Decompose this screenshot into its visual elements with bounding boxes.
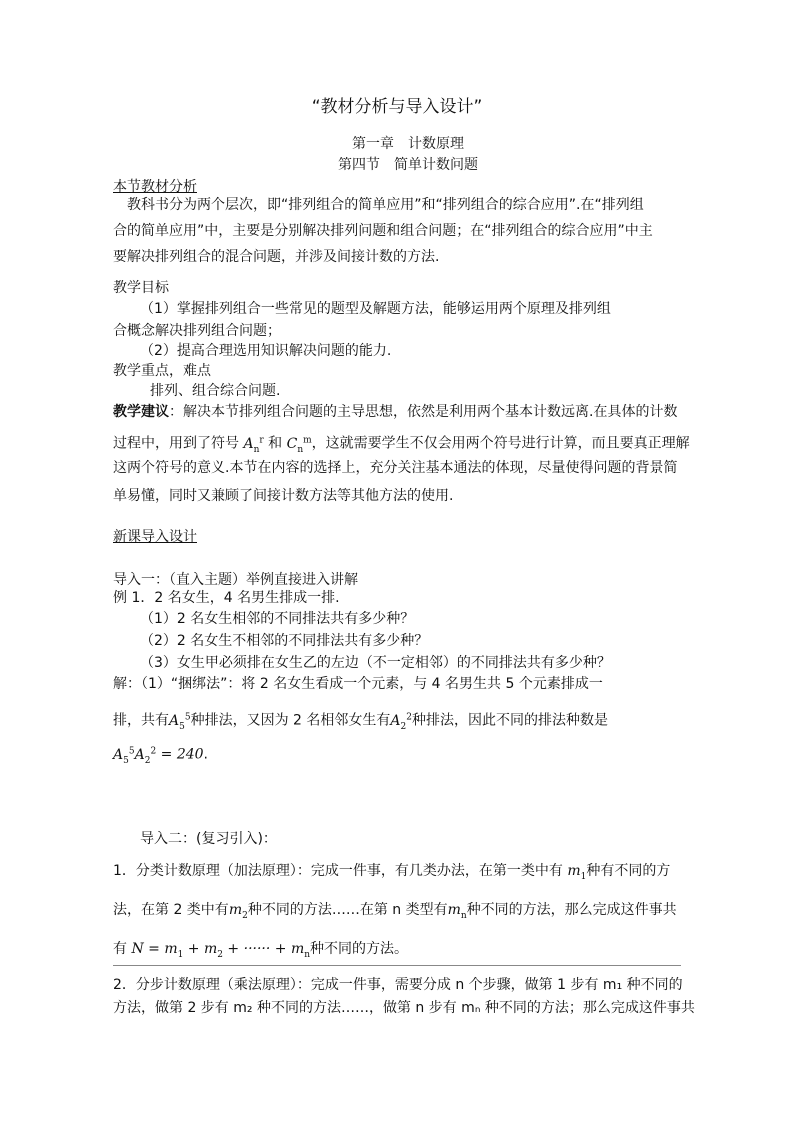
example-1: 例 1．2 名女生，4 名男生排成一排. xyxy=(113,590,340,606)
focus-heading: 教学重点，难点 xyxy=(113,363,211,379)
m1-symbol: $m_1$ xyxy=(567,863,587,882)
goals-heading: 教学目标 xyxy=(113,280,169,296)
combination-symbol: $C_n^m$ xyxy=(286,435,312,455)
formula-product: $A_5^5A_2^2$ xyxy=(113,746,157,766)
multiplication-principle-line: 方法，做第 2 步有 m₂ 种不同的方法……，做第 n 步有 mₙ 种不同的方法；那么完成这件事共 xyxy=(113,1000,695,1016)
chapter-heading: 第一章 计数原理 xyxy=(352,136,464,152)
addition-principle-line: 1．分类计数原理（加法原理）：完成一件事，有几类办法，在第一类中有 $m_1$种有不同的方 xyxy=(113,863,671,882)
solution-line: 排，共有$A_5^5$种排法，又因为 2 名相邻女生有$A_2^2$种排法，因此不同的排法种数是 xyxy=(113,712,608,732)
advice-label: 教学建议 xyxy=(113,404,169,420)
analysis-line: 合的简单应用”中，主要是分别解决排列问题和组合问题；在“排列组合的综合应用”中主 xyxy=(113,223,653,239)
permutation-symbol: $A_n^r$ xyxy=(243,435,264,455)
question-1: （1）2 名女生相邻的不同排法共有多少种？ xyxy=(140,611,415,627)
question-3: （3）女生甲必须排在女生乙的左边（不一定相邻）的不同排法共有多少种？ xyxy=(140,655,611,671)
intro-two-heading: 导入二：(复习引入)： xyxy=(140,831,277,847)
formula-a55: $A_5^5$ xyxy=(169,712,191,732)
analysis-line: 教科书分为两个层次，即“排列组合的简单应用”和“排列组合的综合应用”.在“排列组 xyxy=(113,197,644,213)
mn-symbol: $m_n$ xyxy=(447,902,467,921)
document-title: “教材分析与导入设计” xyxy=(311,97,483,117)
multiplication-principle-line: 2．分步计数原理（乘法原理）：完成一件事，需要分成 n 个步骤，做第 1 步有 m₁ 种不同的 xyxy=(113,977,683,993)
sum-formula: $N = m_1 + m_2$ + ······ + $m_n$ xyxy=(131,941,311,960)
new-lesson-heading: 新课导入设计 xyxy=(113,529,197,545)
solution-result: $A_5^5A_2^2 = 240$. xyxy=(113,746,208,766)
goal-item-2: （2）提高合理选用知识解决问题的能力. xyxy=(140,343,392,359)
advice-line: 这两个符号的意义.本节在内容的选择上，充分关注基本通法的体现，尽量使得问题的背景简 xyxy=(113,460,678,476)
goal-item-1: （1）掌握排列组合一些常见的题型及解题方法，能够运用两个原理及排列组 xyxy=(140,301,611,317)
solution-line: 解：（1）“捆绑法”：将 2 名女生看成一个元素，与 4 名男生共 5 个元素排成一 xyxy=(113,676,603,692)
addition-principle-line: 法，在第 2 类中有$m_2$种不同的方法……在第 n 类型有$m_n$种不同的方法，那么完成这件事共 xyxy=(113,902,677,921)
analysis-line: 要解决排列组合的混合问题，并涉及间接计数的方法. xyxy=(113,249,440,265)
divider xyxy=(113,965,681,966)
goal-item-1-cont: 合概念解决排列组合问题； xyxy=(113,323,281,339)
analysis-heading: 本节教材分析 xyxy=(113,179,197,195)
focus-text: 排列、组合综合问题. xyxy=(150,383,281,399)
advice-line: 教学建议：解决本节排列组合问题的主导思想，依然是利用两个基本计数远离.在具体的计数 xyxy=(113,404,678,420)
section-heading: 第四节 简单计数问题 xyxy=(338,157,478,173)
formula-a22: $A_2^2$ xyxy=(390,712,412,732)
question-2: （2）2 名女生不相邻的不同排法共有多少种？ xyxy=(140,633,429,649)
intro-one-heading: 导入一：（直入主题）举例直接进入讲解 xyxy=(113,572,358,588)
advice-line: 过程中，用到了符号 $A_n^r$ 和 $C_n^m$，这就需要学生不仅会用两个符号进行计算，而且要真正理解 xyxy=(113,435,690,455)
advice-line: 单易懂，同时又兼顾了间接计数方法等其他方法的使用. xyxy=(113,488,454,504)
addition-principle-line: 有 $N = m_1 + m_2$ + ······ + $m_n$种不同的方法。 xyxy=(113,941,409,960)
m2-symbol: $m_2$ xyxy=(228,902,248,921)
